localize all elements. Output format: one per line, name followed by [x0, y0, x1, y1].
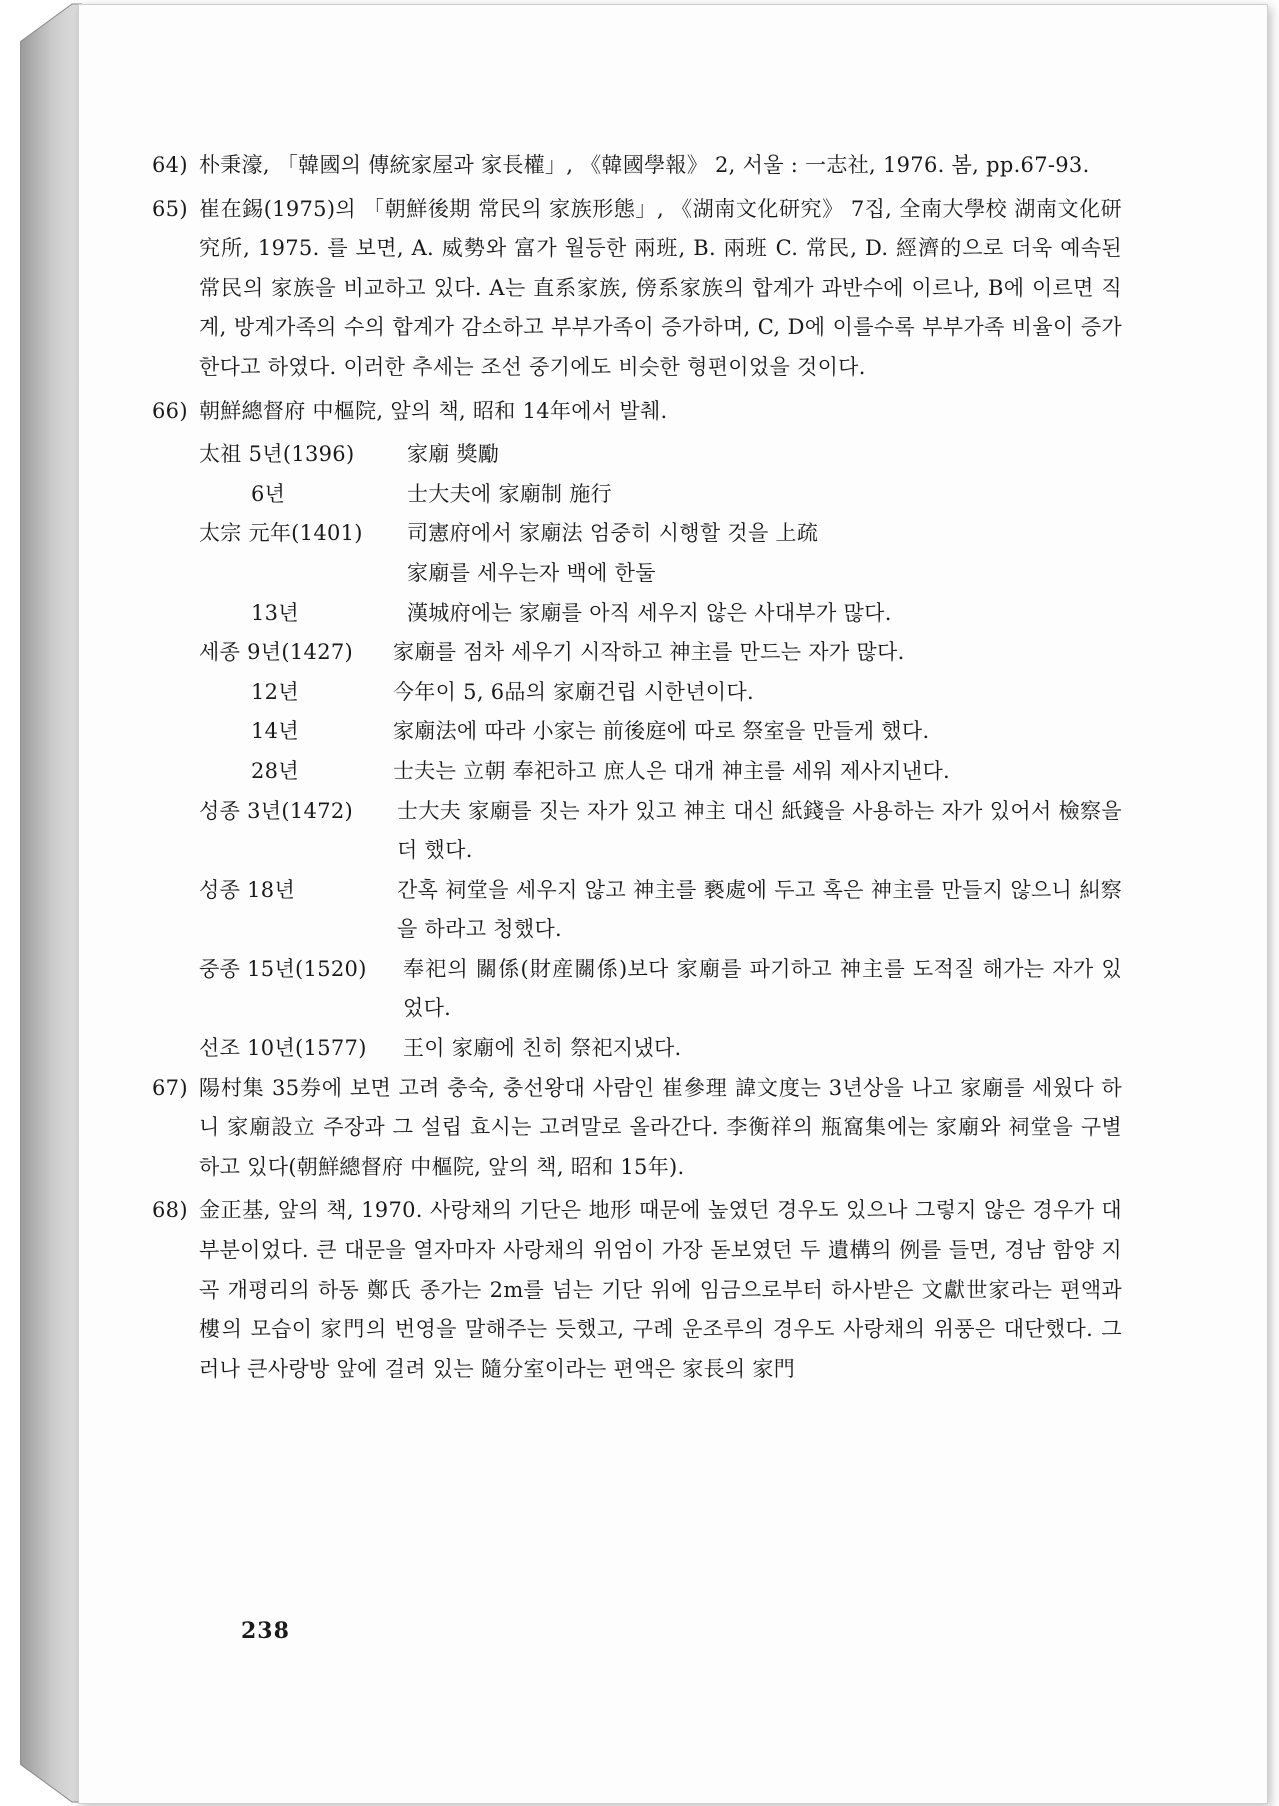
footnote-65 [152, 190, 1122, 388]
footnote-text: 朴秉濠, 「韓國의 傳統家屋과 家長權」, 《韓國學報》 2, 서울 : 一志社, 1976. 봄, pp.67-93. [199, 153, 1090, 177]
footnote-67 [152, 1069, 1122, 1188]
chronology-desc: 今年이 5, 6品의 家廟건립 시한년이다. [393, 679, 754, 704]
chronology-desc: 간혹 祠堂을 세우지 않고 神主를 褻處에 두고 혹은 神主를 만들지 않으니 糾察을 하라고 청했다. [397, 877, 1122, 942]
footnote-text: 陽村集 35券에 보면 고려 충숙, 충선왕대 사람인 崔參理 諱文度는 3년상을 나고 家廟를 세웠다 하니 家廟設立 주장과 그 설립 효시는 고려말로 올라간다. 李衡祥의 瓶窩集에는 家廟와 祠堂을 구별하고 있다(朝鮮總督府 中樞院, 앞의 책, 昭和 15年). [199, 1075, 1122, 1179]
footnote-number: 64) [152, 153, 188, 177]
chronology-date: 太宗 元年(1401) [199, 521, 363, 546]
chronology-desc: 士大夫 家廟를 짓는 자가 있고 神主 대신 紙錢을 사용하는 자가 있어서 檢察을 더 했다. [397, 798, 1122, 863]
chronology-date: 28년 [251, 758, 299, 783]
chronology-desc [407, 514, 1122, 593]
chronology-row [199, 1029, 1122, 1069]
footnotes-content [152, 146, 1122, 1393]
chronology-desc: 漢城府에는 家廟를 아직 세우지 않은 사대부가 많다. [407, 600, 892, 625]
chronology-desc-line: 司憲府에서 家廟法 엄중히 시행할 것을 上疏 [407, 521, 819, 546]
chronology-row [199, 633, 1122, 673]
chronology-row [199, 792, 1122, 871]
footnote-number: 66) [152, 398, 188, 423]
chronology-row [199, 752, 1122, 792]
chronology-date: 세종 9년(1427) [199, 640, 354, 665]
footnote-number: 68) [152, 1198, 188, 1223]
chronology-date: 13년 [251, 600, 299, 625]
chronology-row [199, 871, 1122, 950]
footnote-number: 65) [152, 196, 188, 221]
page-number: 238 [241, 1618, 290, 1644]
chronology-desc: 家廟를 점차 세우기 시작하고 神主를 만드는 자가 많다. [393, 640, 905, 665]
chronology-list [199, 435, 1122, 1069]
chronology-date: 성종 18년 [199, 877, 296, 902]
chronology-date: 6년 [251, 481, 286, 506]
chronology-desc-line: 家廟를 세우는자 백에 한둘 [407, 560, 656, 585]
footnote-text: 金正基, 앞의 책, 1970. 사랑채의 기단은 地形 때문에 높였던 경우도 있으나 그렇지 않은 경우가 대부분이었다. 큰 대문을 열자마자 사랑채의 위엄이 가장 돋보였던 두 遺構의 例를 들면, 경남 함양 지곡 개평리의 하동 鄭氏 종가는 2m를 넘는 기단 위에 임금으로부터 하사받은 文獻世家라는 편액과 樓의 모습이 家門의 번영을 말해주는 듯했고, 구례 운조루의 경우도 사랑채의 위풍은 대단했다. 그러나 큰사랑방 앞에 걸려 있는 隨分室이라는 편액은 家長의 家門 [199, 1198, 1122, 1381]
chronology-desc: 士夫는 立朝 奉祀하고 庶人은 대개 神主를 세워 제사지낸다. [393, 758, 951, 783]
chronology-desc: 王이 家廟에 친히 祭祀지냈다. [403, 1036, 682, 1061]
chronology-date: 성종 3년(1472) [199, 798, 354, 823]
chronology-row [199, 514, 1122, 593]
chronology-row [199, 435, 1122, 475]
chronology-date: 선조 10년(1577) [199, 1036, 367, 1061]
chronology-desc: 士大夫에 家廟制 施行 [407, 481, 612, 506]
footnote-66 [152, 392, 1122, 432]
chronology-desc: 奉祀의 關係(財産關係)보다 家廟를 파기하고 神主를 도적질 해가는 자가 있었다. [403, 956, 1122, 1021]
book-spine [20, 0, 82, 1806]
chronology-row [199, 594, 1122, 634]
chronology-date: 太祖 5년(1396) [199, 442, 355, 467]
footnote-68 [152, 1191, 1122, 1389]
footnote-number: 67) [152, 1075, 188, 1100]
chronology-row [199, 475, 1122, 515]
footnote-64 [152, 146, 1122, 186]
chronology-date: 중종 15년(1520) [199, 956, 367, 981]
chronology-date: 12년 [251, 679, 299, 704]
chronology-row [199, 950, 1122, 1029]
chronology-date: 14년 [251, 719, 299, 744]
chronology-row [199, 673, 1122, 713]
footnote-text: 崔在錫(1975)의 「朝鮮後期 常民의 家族形態」, 《湖南文化研究》 7집, 全南大學校 湖南文化研究所, 1975. 를 보면, A. 威勢와 富가 월등한 兩班, B. 兩班 C. 常民, D. 經濟的으로 더욱 예속된 常民의 家族을 비교하고 있다. A는 直系家族, 傍系家族의 합계가 과반수에 이르나, B에 이르면 직계, 방계가족의 수의 합계가 감소하고 부부가족이 증가하며, C, D에 이를수록 부부가족 비율이 증가한다고 하였다. 이러한 추세는 조선 중기에도 비슷한 형편이었을 것이다. [199, 196, 1122, 379]
chronology-desc: 家廟 獎勵 [407, 442, 500, 467]
chronology-row [199, 712, 1122, 752]
footnote-text: 朝鮮總督府 中樞院, 앞의 책, 昭和 14年에서 발췌. [199, 398, 668, 423]
chronology-desc: 家廟法에 따라 小家는 前後庭에 따로 祭室을 만들게 했다. [393, 719, 930, 744]
